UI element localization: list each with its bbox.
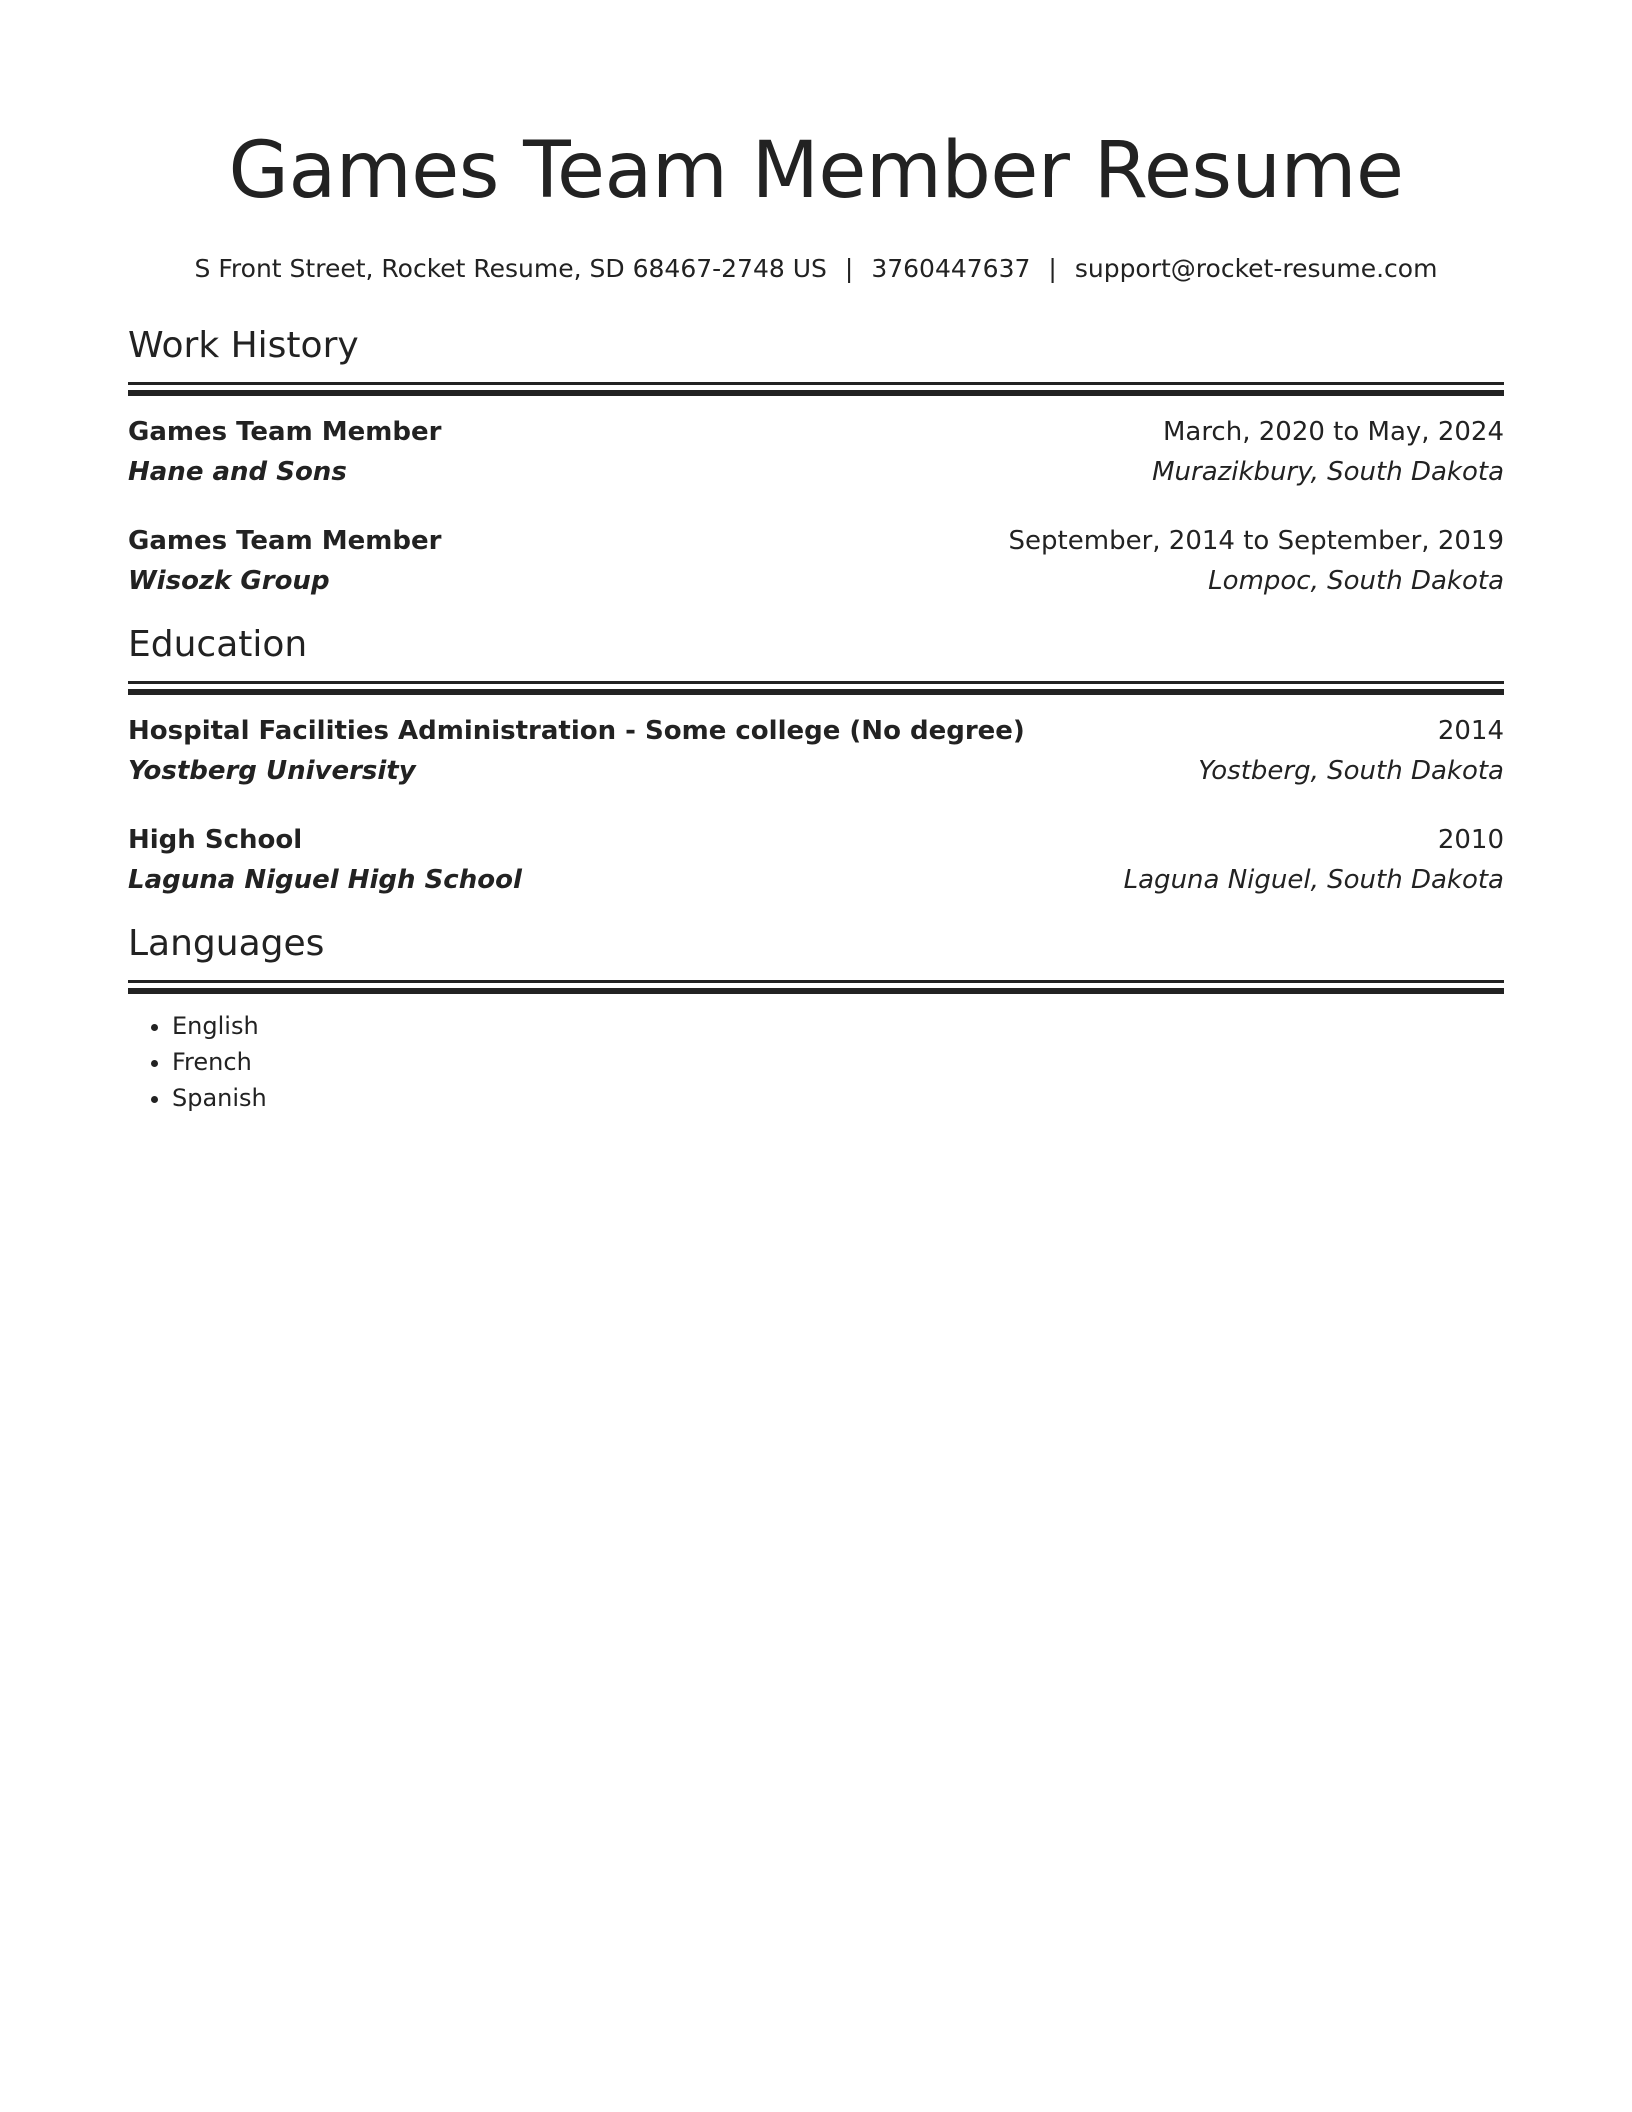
work-entry [128, 412, 1504, 492]
language-item: • French [172, 1044, 1504, 1080]
contact-email: support@rocket-resume.com [1074, 254, 1438, 283]
resume-title: Games Team Member Resume [228, 126, 1404, 216]
education-location: Laguna Niguel, South Dakota [1123, 865, 1504, 895]
language-item: • Spanish [172, 1080, 1504, 1116]
resume-page [128, 0, 1504, 1116]
education-institution: Yostberg University [128, 756, 416, 786]
education-year: 2014 [1437, 716, 1504, 746]
contact-phone: 3760447637 [871, 254, 1031, 283]
section-divider-thick [128, 689, 1504, 695]
education-program: High School [128, 825, 303, 855]
work-organization: Wisozk Group [128, 566, 330, 596]
work-location: Lompoc, South Dakota [1208, 566, 1504, 596]
work-organization: Hane and Sons [128, 457, 347, 487]
languages-list [128, 1008, 1504, 1116]
work-history-section [128, 322, 1504, 601]
section-divider-thick [128, 390, 1504, 396]
education-entry [128, 820, 1504, 900]
section-divider [128, 681, 1504, 684]
education-entry [128, 711, 1504, 791]
work-role: Games Team Member [128, 417, 442, 447]
work-dates: September, 2014 to September, 2019 [1008, 526, 1504, 556]
education-program: Hospital Facilities Administration - Some college (No degree) [128, 716, 1025, 746]
contact-address: S Front Street, Rocket Resume, SD 68467-2748 US [194, 254, 827, 283]
contact-separator: | [1048, 254, 1057, 283]
education-location: Yostberg, South Dakota [1198, 756, 1504, 786]
work-dates: March, 2020 to May, 2024 [1162, 417, 1504, 447]
education-institution: Laguna Niguel High School [128, 865, 522, 895]
contact-line [128, 252, 1504, 286]
work-entry [128, 521, 1504, 601]
section-heading-languages: Languages [128, 923, 325, 964]
section-heading-work-history: Work History [128, 325, 359, 366]
languages-section [128, 920, 1504, 1116]
section-divider-thick [128, 988, 1504, 994]
education-year: 2010 [1437, 825, 1504, 855]
work-location: Murazikbury, South Dakota [1152, 457, 1504, 487]
work-role: Games Team Member [128, 526, 442, 556]
section-divider [128, 382, 1504, 385]
section-divider [128, 980, 1504, 983]
language-item: • English [172, 1008, 1504, 1044]
section-heading-education: Education [128, 624, 308, 665]
contact-separator: | [844, 254, 854, 283]
education-section [128, 621, 1504, 900]
